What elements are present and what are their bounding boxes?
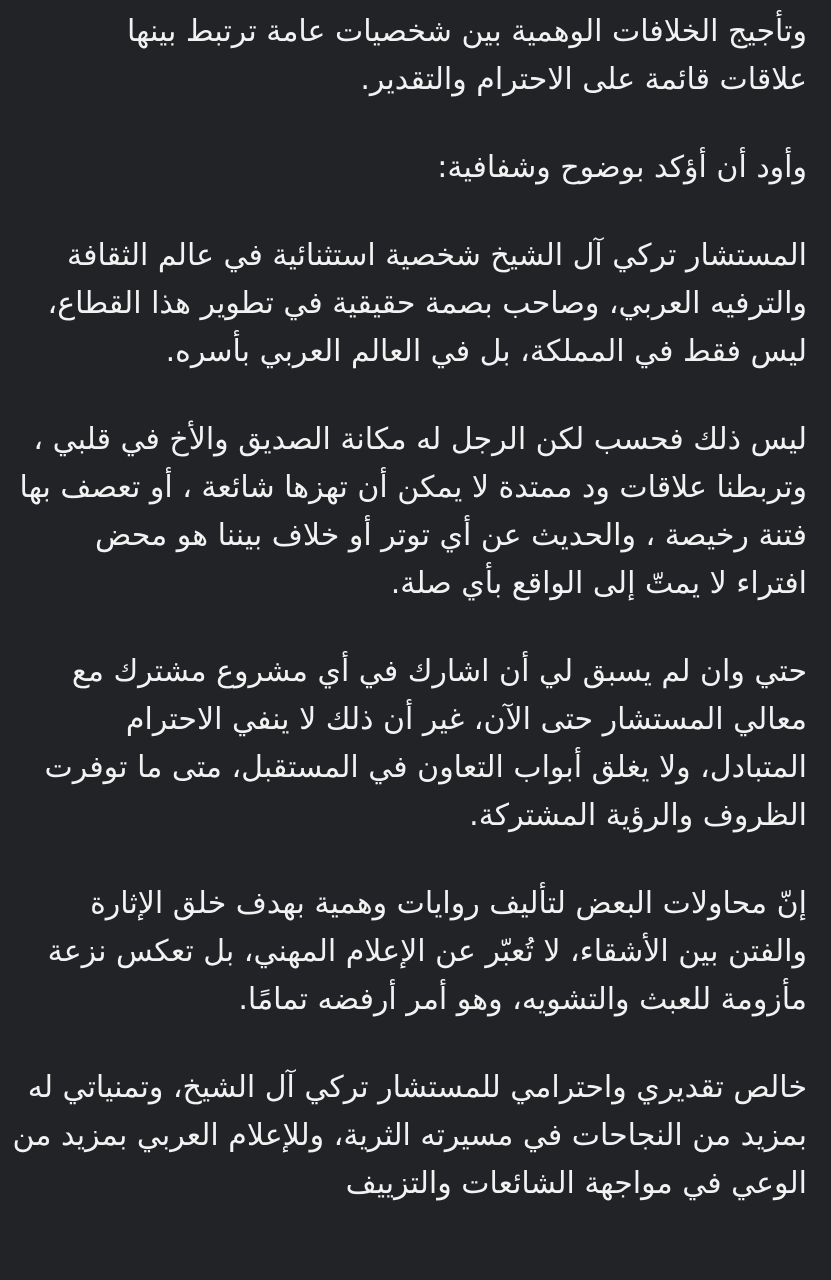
text-line: فتنة رخيصة ، والحديث عن أي توتر أو خلاف بيننا هو محض (94, 518, 807, 553)
text-line: الظروف والرؤية المشتركة. (469, 798, 807, 833)
paragraph-4 (19, 416, 807, 608)
text-line: وتربطنا علاقات ود ممتدة لا يمكن أن تهزها شائعة ، أو تعصف بها (19, 470, 807, 505)
text-line: حتي وان لم يسبق لي أن اشارك في أي مشروع مشترك مع (71, 654, 807, 689)
text-line: ليس ذلك فحسب لكن الرجل له مكانة الصديق والأخ في قلبي ، (33, 422, 807, 457)
paragraph-7 (12, 1064, 807, 1208)
text-line: افتراء لا يمتّ إلى الواقع بأي صلة. (390, 566, 807, 601)
paragraph-6 (22, 880, 807, 1024)
text-line: بمزيد من النجاحات في مسيرته الثرية، وللإعلام العربي بمزيد من (12, 1118, 807, 1153)
text-line: علاقات قائمة على الاحترام والتقدير. (360, 62, 807, 97)
text-line: إنّ محاولات البعض لتأليف روايات وهمية بهدف خلق الإثارة (90, 886, 807, 921)
text-line: معالي المستشار حتى الآن، غير أن ذلك لا ينفي الاحترام (125, 702, 807, 737)
paragraph-5 (22, 648, 807, 840)
text-line: المتبادل، ولا يغلق أبواب التعاون في المستقبل، متى ما توفرت (44, 750, 807, 785)
text-line: المستشار تركي آل الشيخ شخصية استثنائية في عالم الثقافة (67, 238, 807, 273)
paragraph-2 (22, 144, 807, 192)
text-line: وتأجيج الخلافات الوهمية بين شخصيات عامة ترتبط بينها (126, 14, 807, 49)
text-line: ليس فقط في المملكة، بل في العالم العربي بأسره. (165, 334, 807, 369)
text-line: مأزومة للعبث والتشويه، وهو أمر أرفضه تمامًا. (238, 982, 807, 1017)
text-line: والترفيه العربي، وصاحب بصمة حقيقية في تطوير هذا القطاع، (47, 286, 807, 321)
text-line: وأود أن أؤكد بوضوح وشفافية: (437, 150, 807, 185)
text-line: الوعي في مواجهة الشائعات والتزييف (345, 1166, 807, 1201)
text-line: خالص تقديري واحترامي للمستشار تركي آل الشيخ، وتمنياتي له (27, 1070, 807, 1105)
paragraph-1 (22, 8, 807, 104)
text-line: والفتن بين الأشقاء، لا تُعبّر عن الإعلام المهني، بل تعكس نزعة (47, 934, 807, 969)
paragraph-3 (22, 232, 807, 376)
